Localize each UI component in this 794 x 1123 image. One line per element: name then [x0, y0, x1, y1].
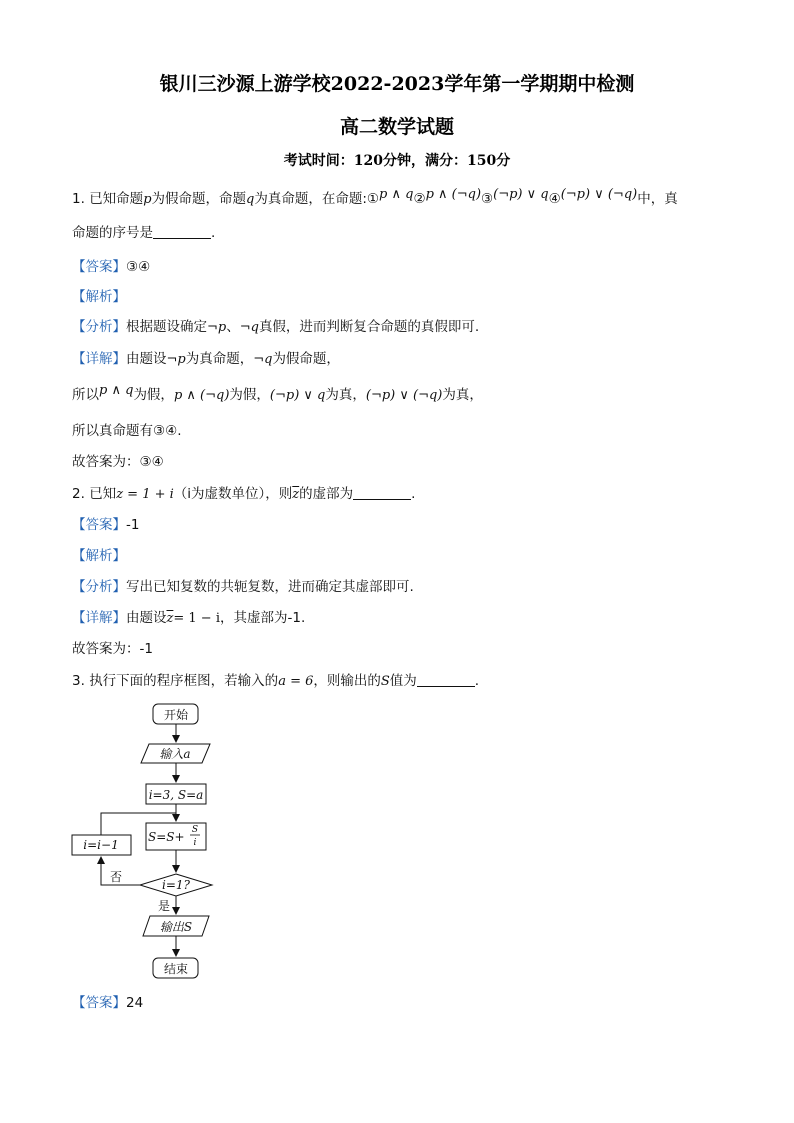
q1-expr-1: p ∧ q [379, 187, 414, 202]
q1-number: 1. [72, 191, 85, 207]
q1-stem-cont [72, 223, 215, 243]
q1-detail-not-p: ¬p [166, 352, 186, 367]
q3-stem [72, 671, 479, 692]
q1-conclusion: 所以真命题有③④. [72, 423, 182, 439]
flowchart [64, 700, 244, 985]
q1-so-c: 为假， [229, 387, 270, 403]
q1-final: 故答案为：③④ [72, 454, 164, 470]
flow-end-label: 结束 [163, 962, 189, 976]
answer-tag: 【答案】 [72, 259, 126, 275]
q1-text-d: 中，真 [637, 191, 678, 207]
q2-detail-equation: = 1 − i [173, 611, 220, 626]
q2-number: 2. [72, 486, 85, 502]
fenxi-tag: 【分析】 [72, 579, 126, 595]
q3-equation: a = 6 [278, 674, 314, 689]
q3-number: 3. [72, 673, 85, 689]
q3-answer [72, 993, 143, 1013]
answer-tag: 【答案】 [72, 517, 126, 533]
page-title: 银川三沙源上游学校2022-2023学年第一学期期中检测 [159, 73, 635, 95]
q1-circle-3: ③ [481, 191, 494, 207]
q2-fenxi [72, 577, 414, 597]
q1-circle-1: ① [366, 191, 380, 207]
q1-text-e: 命题的序号是 [72, 225, 153, 241]
answer-blank [417, 672, 475, 687]
q1-text-b: 为假命题，命题 [151, 191, 247, 207]
q1-fenxi [72, 317, 479, 338]
q3-end: . [474, 673, 480, 689]
flow-update-label: S=S+ [148, 830, 185, 844]
q1-fenxi-a: 根据题设确定 [126, 319, 207, 335]
page-subtitle: 高二数学试题 [339, 116, 454, 138]
answer-blank [153, 224, 211, 239]
q2-analysis-tag: 【解析】 [72, 548, 126, 564]
flow-init-label: i=3, S=a [148, 788, 204, 802]
exam-info: 考试时间：120分钟，满分：150分 [283, 153, 511, 169]
q1-answer [72, 257, 150, 277]
q1-text-c: 为真命题，在命题: [254, 191, 367, 207]
flow-output-label: 输出S [159, 920, 193, 934]
q2-text-c: 的虚部为 [299, 486, 354, 502]
flow-no-label: 否 [110, 870, 123, 884]
q2-detail-z-conjugate: $\overline{z}$ [166, 611, 174, 626]
q1-expr-2: p ∧ (¬q) [425, 187, 482, 202]
q1-detail-c: 为假命题， [272, 351, 340, 367]
q2-end: . [411, 486, 416, 502]
q1-fenxi-b: 真假，进而判断复合命题的真假即可. [258, 319, 480, 335]
q2-detail [72, 608, 305, 629]
detail-tag: 【详解】 [72, 351, 126, 367]
q1-end: . [211, 225, 216, 241]
q1-so-b: 为假， [133, 387, 174, 403]
q1-not-p: ¬p [207, 320, 227, 335]
q1-so [72, 385, 483, 406]
flow-update-numerator: S [191, 825, 199, 835]
q1-p: p [143, 192, 152, 207]
flow-update-denominator: i [193, 838, 197, 848]
q2-fenxi-text: 写出已知复数的共轭复数，进而确定其虚部即可. [126, 579, 414, 595]
detail-tag: 【详解】 [72, 610, 126, 626]
flow-decision-label: i=1? [162, 878, 190, 892]
q1-detail-b: 为真命题， [185, 351, 254, 367]
q2-answer [72, 515, 139, 535]
q1-so-expr-2: p ∧ (¬q) [173, 388, 230, 403]
q2-equation: z = 1 + i [116, 487, 174, 502]
q2-z-conjugate: $\overline{z}$ [292, 487, 300, 502]
q3-text-c: 值为 [389, 673, 417, 689]
q2-detail-b: ，其虚部为-1. [219, 610, 306, 626]
q1-detail-not-q: ¬q [253, 352, 273, 367]
q1-detail-a: 由题设 [126, 351, 167, 367]
q1-so-f: 为真， [442, 387, 483, 403]
q1-answer-value: ③④ [126, 259, 151, 275]
flow-start-label: 开始 [163, 708, 189, 722]
q2-text-a: 已知 [89, 486, 117, 502]
q1-expr-4: (¬p) ∨ (¬q) [560, 187, 638, 202]
q1-analysis-tag: 【解析】 [72, 289, 126, 305]
q1-text-a: 已知命题 [89, 191, 144, 207]
q2-stem [72, 484, 415, 505]
q1-expr-3: (¬p) ∨ q [493, 187, 549, 202]
q1-so-expr-3: (¬p) ∨ q [269, 388, 326, 403]
q2-final: 故答案为：-1 [72, 641, 153, 657]
flow-input-label: 输入a [159, 747, 191, 761]
q1-so-a: 所以 [72, 387, 99, 403]
q1-so-expr-4: (¬p) ∨ (¬q) [365, 388, 443, 403]
fenxi-tag: 【分析】 [72, 319, 126, 335]
q1-so-expr-1: p ∧ q [99, 383, 134, 398]
q1-sep: 、 [226, 319, 240, 335]
q3-answer-value: 24 [126, 995, 144, 1011]
q1-q: q [246, 192, 255, 207]
flow-yes-label: 是 [158, 899, 171, 913]
answer-blank [353, 485, 411, 500]
q2-answer-value: -1 [126, 517, 140, 533]
flow-decrement-label: i=i−1 [83, 838, 119, 852]
q1-detail [72, 349, 340, 370]
q1-stem [72, 189, 678, 210]
q3-text-a: 执行下面的程序框图，若输入的 [89, 673, 279, 689]
q1-circle-2: ② [413, 191, 426, 207]
q1-so-d: 为真， [325, 387, 366, 403]
answer-tag: 【答案】 [72, 995, 126, 1011]
q1-circle-4: ④ [548, 191, 561, 207]
q3-text-b: ，则输出的 [313, 673, 381, 689]
q3-s: S [380, 674, 390, 689]
q2-text-b: （i为虚数单位），则 [173, 486, 293, 502]
q2-detail-a: 由题设 [126, 610, 167, 626]
q1-not-q: ¬q [239, 320, 259, 335]
